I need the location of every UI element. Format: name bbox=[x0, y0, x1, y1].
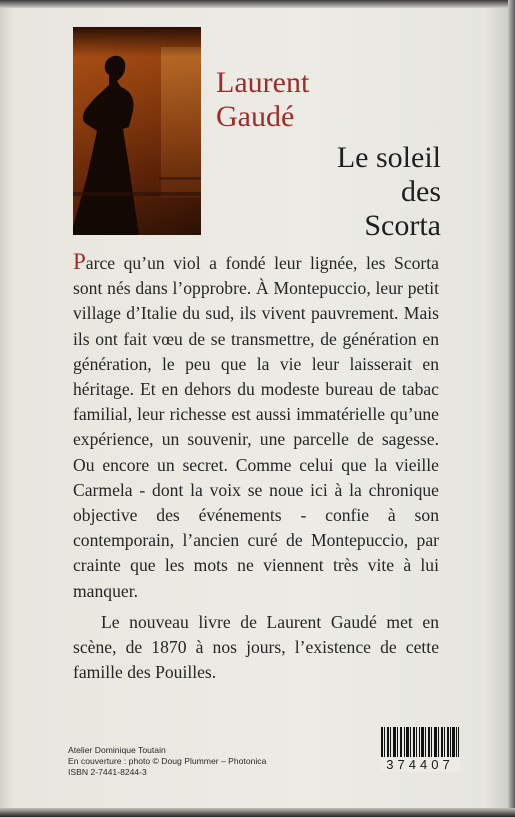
cover-photo bbox=[73, 27, 201, 235]
book-title-line-1: Le soleil bbox=[336, 141, 441, 174]
book-title-line-2: des bbox=[401, 175, 441, 208]
credits-designer: Atelier Dominique Toutain bbox=[68, 745, 166, 755]
cover-right-edge bbox=[508, 0, 515, 817]
blurb-paragraph-2: Le nouveau livre de Laurent Gaudé met en scène, de 1870 à nos jours, l’existence de cette famille des Pouilles. bbox=[73, 611, 439, 683]
author-last-name: Gaudé bbox=[216, 100, 295, 133]
dropcap-letter: P bbox=[73, 249, 86, 274]
author-first-name: Laurent bbox=[216, 66, 310, 99]
credits-isbn: ISBN 2-7441-8244-3 bbox=[68, 767, 147, 777]
woman-silhouette-image bbox=[73, 27, 201, 235]
cover-top-edge bbox=[0, 0, 515, 8]
book-title-line-3: Scorta bbox=[364, 209, 441, 242]
barcode-number: 374407 bbox=[380, 757, 460, 772]
credits-photo: En couverture : photo © Doug Plummer – Photonica bbox=[68, 756, 267, 766]
blurb-paragraph-1 bbox=[73, 249, 439, 604]
blurb-text bbox=[73, 249, 439, 685]
cover-credits bbox=[68, 745, 328, 778]
cover-bottom-edge bbox=[0, 808, 515, 817]
blurb-paragraph-1-text: arce qu’un viol a fondé leur lignée, les Scorta sont nés dans l’opprobre. À Montepuccio, leur petit village d’Italie du sud, ils vivent pauvrement. Mais ils ont fait vœu de se transmettre, de génération en génération, le peu que la vie leur laisserait en héritage. Et en dehors du modeste bureau de tabac familial, leur richesse est aussi immatérielle qu’une expérience, un souvenir, une parcelle de sagesse. Ou encore un secret. Comme celui que la vieille Carmela - dont la voix se noue ici à la chronique objective des événements - confie à son contemporain, l’ancien curé de Montepuccio, par crainte que les mots ne viennent très vite à lui manquer. bbox=[73, 253, 439, 601]
